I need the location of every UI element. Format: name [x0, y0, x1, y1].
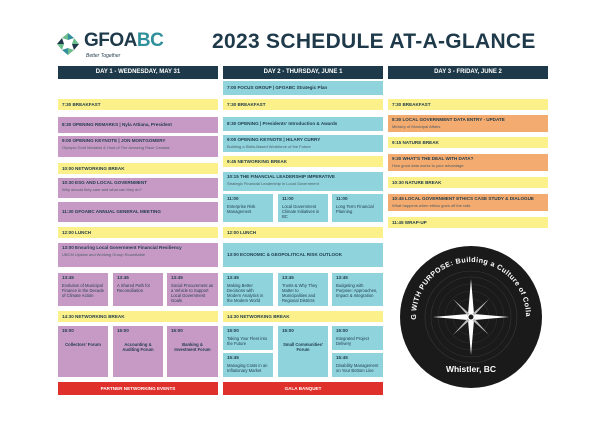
conference-seal — [398, 244, 544, 390]
day1-header: DAY 1 - WEDNESDAY, MAY 31 — [58, 66, 218, 79]
day2-1545-session-c: 15:45 Disability Management on Your Bottom Line — [332, 353, 383, 377]
logo-tagline: Better Together — [86, 53, 121, 59]
day2-focus-group: 7:00 FOCUS GROUP | GFOABC Strategic Plan — [223, 81, 383, 95]
day3-data-deal-session: 9:30 WHAT'S THE DEAL WITH DATA? How good data works to your advantage — [388, 154, 548, 171]
day2-networking-break-2: 14:30 NETWORKING BREAK — [223, 311, 383, 322]
day1-1345-session-a: 13:45 Evolution of Municipal Finance in the Decade of Climate Action — [58, 273, 108, 306]
day1-accounting-forum: 15:00 Accounting & Auditing Forum — [113, 326, 163, 377]
day1-opening-keynote: 9:00 OPENING KEYNOTE | JON MONTGOMERY Olympic Gold Medalist & Host of The Amazing Race Canada — [58, 136, 218, 157]
logo-wordmark: GFOABC — [84, 30, 164, 51]
day3-ethics-session: 10:45 LOCAL GOVERNMENT ETHICS CASE STUDY & DIALOGUE What happens when ethics goes off the rails — [388, 194, 548, 211]
day1-agm: 11:30 GFOABC ANNUAL GENERAL MEETING — [58, 202, 218, 222]
day2-1100-session-a: 11:00 Enterprise Risk Management — [223, 194, 273, 222]
day2-1100-session-b: 11:00 Local Government Climate Initiatives in BC — [278, 194, 328, 222]
day2-networking-break-1: 9:45 NETWORKING BREAK — [223, 156, 383, 167]
day2-opening: 8:30 OPENING | Presidents' Introduction & Awards — [223, 117, 383, 131]
day1-networking-break-2: 14:30 NETWORKING BREAK — [58, 311, 218, 322]
day2-1345-session-a: 13:45 Making Better Decisions with Modern Analytics in the Modern World — [223, 273, 273, 306]
day2-economic-outlook: 13:00 ECONOMIC & GEOPOLITICAL RISK OUTLOOK — [223, 243, 383, 267]
day2-1345-session-b: 13:45 Trusts & Why They Matter to Municipalities and Regional Districts — [278, 273, 328, 306]
day2-small-communities-forum: 15:00 Small Communities' Forum — [278, 326, 328, 377]
day3-nature-break-1: 9:15 NATURE BREAK — [388, 137, 548, 148]
day2-1500-session-a: 15:00 Taking Your Fleet into the Future — [223, 326, 273, 350]
day2-breakfast: 7:30 BREAKFAST — [223, 99, 383, 110]
day2-header: DAY 2 - THURSDAY, JUNE 1 — [223, 66, 383, 79]
day3-header: DAY 3 - FRIDAY, JUNE 2 — [388, 66, 548, 79]
day1-esg-session: 10:30 ESG AND LOCAL GOVERNMENT Why should they care and what can they do? — [58, 178, 218, 198]
day2-1500-session-c: 15:00 Integrated Project Delivery — [332, 326, 383, 350]
day2-gala-banquet: GALA BANQUET — [223, 382, 383, 395]
day1-lunch: 12:00 LUNCH — [58, 227, 218, 238]
gfoabc-logo — [52, 28, 202, 64]
day1-breakfast: 7:30 BREAKFAST — [58, 99, 218, 110]
seal-arc-text: G WITH PURPOSE: Building a Culture of Colla — [408, 254, 534, 320]
day2-lunch: 12:00 LUNCH — [223, 227, 383, 238]
day1-banking-forum: 15:00 Banking & Investment Forum — [167, 326, 218, 377]
day1-networking-break-1: 10:00 NETWORKING BREAK — [58, 163, 218, 174]
day3-data-entry-update: 8:30 LOCAL GOVERNMENT DATA ENTRY - UPDATE Ministry of Municipal Affairs — [388, 115, 548, 132]
logo-mark-icon — [56, 32, 80, 56]
day2-leadership-imperative: 10:15 THE FINANCIAL LEADERSHIP IMPERATIVE Strategic Financial Leadership in Local Government — [223, 172, 383, 191]
day1-collectors-forum: 15:00 Collectors' Forum — [58, 326, 108, 377]
day3-nature-break-2: 10:30 NATURE BREAK — [388, 177, 548, 188]
seal-location: Whistler, BC — [445, 364, 497, 374]
day2-1100-session-c: 11:00 Long Term Financial Planning — [332, 194, 383, 222]
day2-1545-session-a: 15:45 Managing Costs in an Inflationary Market — [223, 353, 273, 377]
day3-breakfast: 7:30 BREAKFAST — [388, 99, 548, 110]
day2-1345-session-c: 13:45 Budgeting with Purpose: Approaches, Impact & Integration — [332, 273, 383, 306]
day1-1345-session-b: 13:45 A Shared Path for Reconciliation — [113, 273, 163, 306]
day3-wrap-up: 11:45 WRAP-UP — [388, 217, 548, 228]
day1-resiliency-session: 13:00 Ensuring Local Government Financial Resiliency UBCM Update and Working Group Roundtable — [58, 243, 218, 267]
day2-opening-keynote: 9:00 OPENING KEYNOTE | HILARY CURRY Building a Skills-Based Workforce of the Future — [223, 135, 383, 152]
day1-1345-session-c: 13:45 Social Procurement as a Vehicle to Support Local Government Goals — [167, 273, 218, 306]
day1-partner-events: PARTNER NETWORKING EVENTS — [58, 382, 218, 395]
page-title: 2023 SCHEDULE AT-A-GLANCE — [212, 30, 536, 53]
day1-opening-remarks: 8:30 OPENING REMARKS | Nyla Attiana, President — [58, 117, 218, 133]
